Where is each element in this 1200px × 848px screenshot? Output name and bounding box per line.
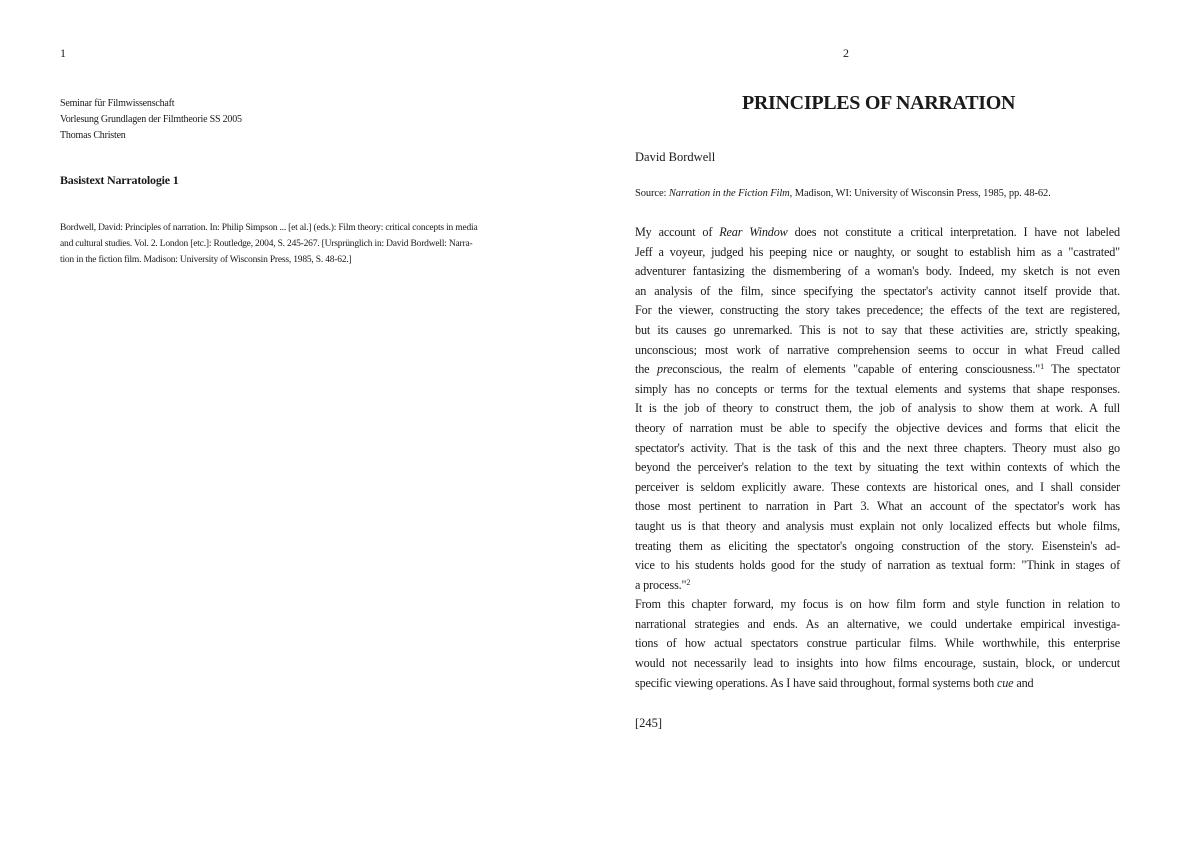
text-line: beyond the perceiver's relation to the text by situating the text within contexts of which the bbox=[635, 460, 1120, 475]
text-line: From this chapter forward, my focus is on how film form and style function in relation to bbox=[635, 597, 1120, 612]
source-book-title: Narration in the Fiction Film bbox=[668, 188, 790, 199]
text-line: For the viewer, constructing the story takes precedence; the effects of the text are registered, bbox=[635, 303, 1120, 318]
header-line-lecture: Vorlesung Grundlagen der Filmtheorie SS 2005 bbox=[60, 114, 242, 125]
header-line-seminar: Seminar für Filmwissenschaft bbox=[60, 98, 175, 109]
emphasis: cue bbox=[996, 675, 1014, 690]
source-line bbox=[635, 188, 1051, 199]
text-line: spectator's activity. That is the task of this and the next three chapters. Theory must also go bbox=[635, 440, 1120, 455]
text-line: tions of how actual spectators construe particular films. While worthwhile, this enterprise bbox=[635, 636, 1120, 651]
chapter-title: PRINCIPLES OF NARRATION bbox=[742, 92, 1016, 114]
text-line: specific viewing operations. As I have said throughout, formal systems both cue and bbox=[635, 675, 1034, 690]
source-suffix: , Madison, WI: University of Wisconsin Press, 1985, pp. 48-62. bbox=[789, 188, 1051, 199]
citation-line: Bordwell, David: Principles of narration. In: Philip Simpson ... [et al.] (eds.): Film theory: critical concepts in media bbox=[60, 223, 478, 233]
document-heading: Basistext Narratologie 1 bbox=[60, 173, 179, 187]
text-line: theory of narration must be able to specify the objective devices and forms that elicit the bbox=[635, 420, 1120, 435]
text-line: those most pertinent to narration in Part 3. What an account of the spectator's work has bbox=[635, 499, 1120, 514]
text-line: a process."$^2$ bbox=[635, 577, 691, 592]
text-line: unconscious; most work of narrative comprehension seems to occur in what Freud called bbox=[635, 342, 1120, 357]
text-line: would not necessarily lead to insights into how films encourage, sustain, block, or undercut bbox=[635, 656, 1120, 671]
text-line: the preconscious, the realm of elements "capable of entering consciousness."$^1$ The spectator bbox=[635, 362, 1120, 377]
text-line: narrational strategies and ends. As an alternative, we could undertake empirical investiga- bbox=[635, 616, 1120, 631]
footnote-marker: 2 bbox=[686, 577, 691, 587]
seminar-header bbox=[60, 96, 242, 144]
header-line-lecturer: Thomas Christen bbox=[60, 130, 126, 141]
right-page bbox=[600, 0, 1200, 848]
page-number: 1 bbox=[60, 46, 66, 60]
page-number: 2 bbox=[843, 46, 849, 60]
author-name: David Bordwell bbox=[635, 150, 716, 164]
text-line: Jeff a voyeur, judged his peeping nice or naughty, or sought to establish him as a "castrated" bbox=[635, 244, 1120, 259]
body-text bbox=[635, 223, 1120, 693]
text-line: treating them as eliciting the spectator's ongoing construction of the story. Eisenstein's ad- bbox=[635, 538, 1120, 553]
text-line: taught us is that theory and analysis must explain not only localized effects but whole films, bbox=[635, 518, 1120, 533]
film-title: Rear Window bbox=[719, 225, 788, 239]
emphasis: pre bbox=[657, 362, 673, 377]
text-line: perceiver is seldom explicitly aware. These contexts are historical ones, and I shall consider bbox=[635, 479, 1120, 494]
bibliographic-citation bbox=[60, 220, 530, 268]
text-line: simply has no concepts or terms for the textual elements and systems that shape responses. bbox=[635, 381, 1120, 396]
text-line: vice to his students holds good for the study of narration as textual form: "Think in stages of bbox=[635, 558, 1120, 573]
text-line: but its causes go unremarked. This is not to say that these activities are, strictly speaking, bbox=[635, 322, 1120, 337]
source-prefix: Source: bbox=[635, 188, 669, 199]
text-line: adventurer fantasizing the dismembering of a woman's body. Indeed, my sketch is not even bbox=[635, 264, 1120, 279]
text-line: It is the job of theory to construct them, the job of analysis to show them at work. A full bbox=[635, 401, 1120, 416]
citation-line: and cultural studies. Vol. 2. London [etc.]: Routledge, 2004, S. 245-267. [Ursprünglich in: David Bordwell: Narra- bbox=[60, 239, 473, 249]
footnote-marker: 1 bbox=[1040, 362, 1044, 372]
text-line: an analysis of the film, since specifying the spectator's activity cannot itself provide that. bbox=[635, 283, 1120, 298]
original-page-number: [245] bbox=[635, 716, 663, 730]
citation-line: tion in the fiction film. Madison: University of Wisconsin Press, 1985, S. 48-62.] bbox=[60, 255, 352, 265]
text-line: My account of Rear Window does not constitute a critical interpretation. I have not labeled bbox=[635, 225, 1120, 239]
